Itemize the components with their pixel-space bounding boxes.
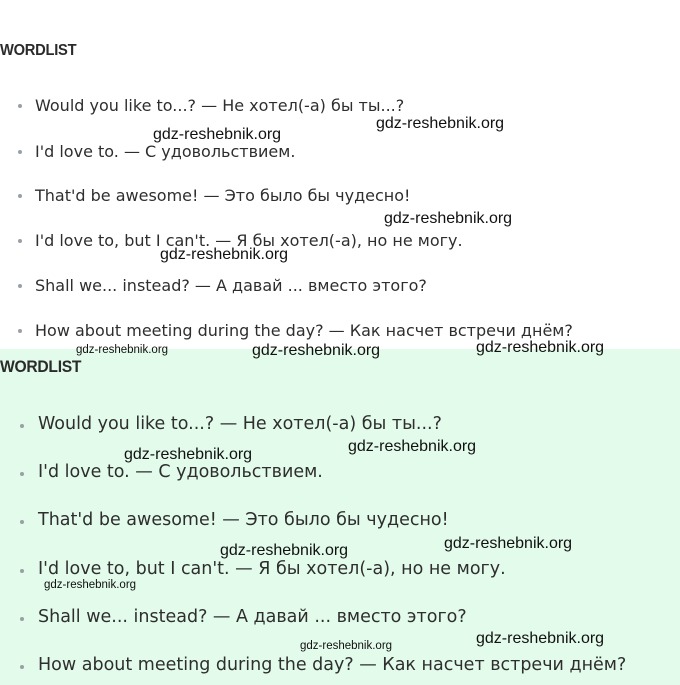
list-item-text: Shall we... instead? — А давай ... вместо этого? xyxy=(38,607,467,627)
watermark-text: gdz-reshebnik.org xyxy=(476,630,605,647)
bullet-icon xyxy=(18,329,22,333)
section-title: WORDLIST xyxy=(0,42,77,59)
bullet-icon xyxy=(18,284,22,288)
watermark-text: gdz-reshebnik.org xyxy=(252,342,381,359)
list-item-text: I'd love to. — С удовольствием. xyxy=(38,462,323,482)
list-item-text: Would you like to...? — Не хотел(-а) бы ты...? xyxy=(35,96,405,115)
watermark-text: gdz-reshebnik.org xyxy=(444,535,573,552)
list-item-text: That'd be awesome! — Это было бы чудесно! xyxy=(38,510,449,530)
watermark-text: gdz-reshebnik.org xyxy=(44,579,137,591)
bullet-icon xyxy=(18,239,22,243)
bullet-icon xyxy=(20,520,24,524)
bullet-icon xyxy=(20,617,24,621)
list-item-text: That'd be awesome! — Это было бы чудесно! xyxy=(35,186,411,205)
watermark-text: gdz-reshebnik.org xyxy=(220,542,349,559)
watermark-text: gdz-reshebnik.org xyxy=(153,126,282,143)
watermark-text: gdz-reshebnik.org xyxy=(348,438,477,455)
watermark-text: gdz-reshebnik.org xyxy=(124,446,253,463)
list-item-text: I'd love to, but I can't. — Я бы хотел(-а), но не могу. xyxy=(38,559,506,579)
watermark-text: gdz-reshebnik.org xyxy=(76,344,169,356)
list-item-text: Shall we... instead? — А давай ... вместо этого? xyxy=(35,276,427,295)
bullet-icon xyxy=(20,569,24,573)
watermark-text: gdz-reshebnik.org xyxy=(476,339,605,356)
bullet-icon xyxy=(18,194,22,198)
watermark-text: gdz-reshebnik.org xyxy=(384,210,513,227)
bullet-icon xyxy=(20,424,24,428)
list-item-text: How about meeting during the day? — Как насчет встречи днём? xyxy=(38,655,627,675)
watermark-text: gdz-reshebnik.org xyxy=(376,115,505,132)
bullet-icon xyxy=(20,472,24,476)
watermark-text: gdz-reshebnik.org xyxy=(300,640,393,652)
bullet-icon xyxy=(18,104,22,108)
list-item-text: How about meeting during the day? — Как насчет встречи днём? xyxy=(35,321,573,340)
list-item-text: I'd love to, but I can't. — Я бы хотел(-а), но не могу. xyxy=(35,231,463,250)
list-item-text: Would you like to...? — Не хотел(-а) бы ты...? xyxy=(38,414,442,434)
bullet-icon xyxy=(18,150,22,154)
watermark-text: gdz-reshebnik.org xyxy=(160,246,289,263)
list-item-text: I'd love to. — С удовольствием. xyxy=(35,142,296,161)
bullet-icon xyxy=(20,665,24,669)
section-title: WORDLIST xyxy=(0,357,82,376)
